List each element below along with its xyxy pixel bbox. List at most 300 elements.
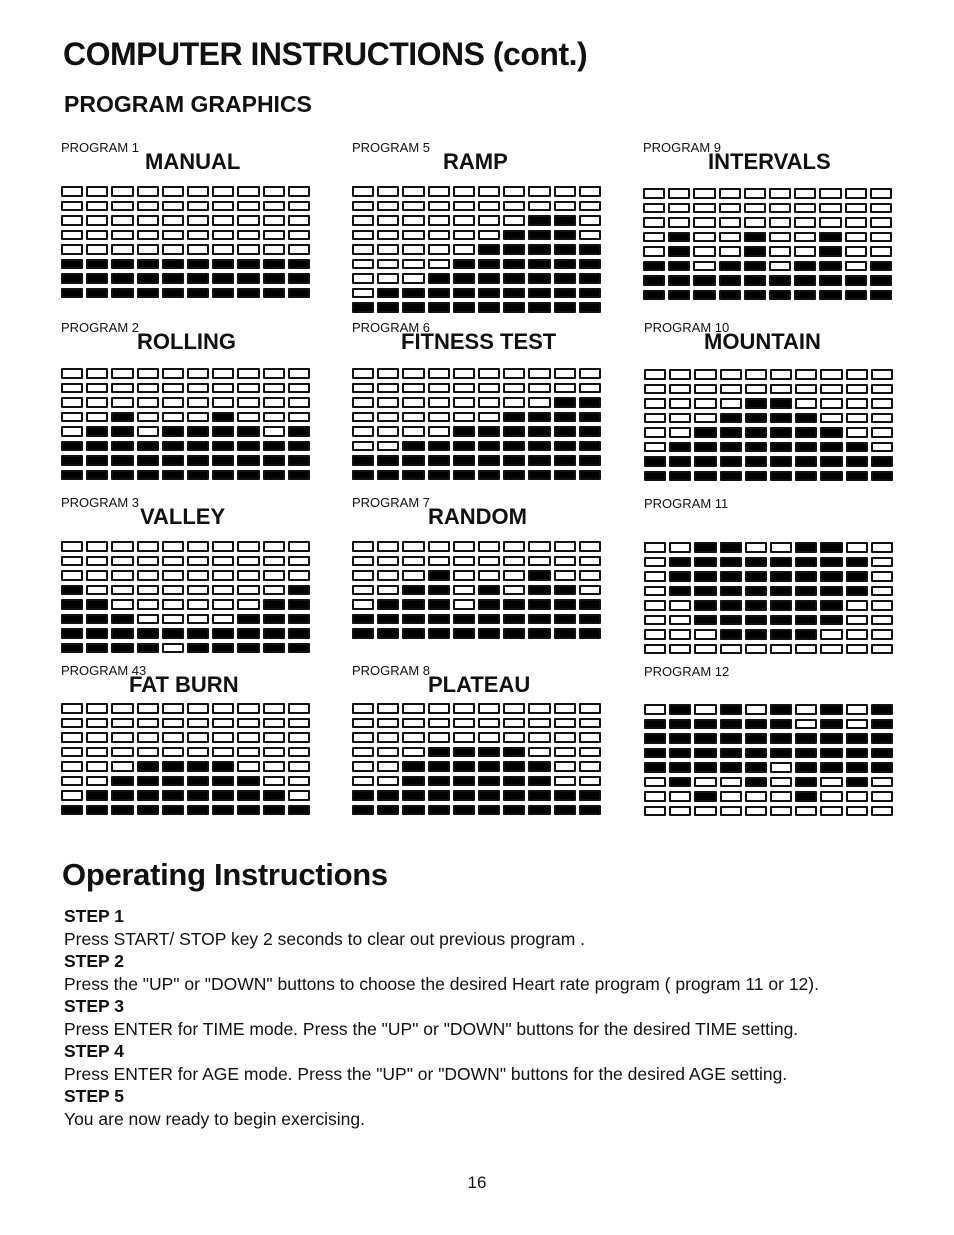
led-segment-off (352, 732, 374, 743)
led-segment-on (668, 290, 690, 301)
led-segment-off (870, 188, 892, 199)
led-segment-off (694, 629, 716, 640)
led-segment-off (428, 259, 450, 270)
led-segment-on (503, 302, 525, 313)
led-segment-on (187, 426, 209, 437)
led-segment-off (428, 244, 450, 255)
program-number: PROGRAM 2 (61, 320, 140, 335)
step-label: STEP 3 (64, 996, 124, 1016)
led-segment-on (554, 397, 576, 408)
led-segment-off (402, 556, 424, 567)
led-segment-off (769, 261, 791, 272)
led-segment-off (402, 230, 424, 241)
led-segment-off (478, 732, 500, 743)
led-segment-on (846, 456, 868, 467)
program-card (352, 495, 607, 655)
led-segment-off (669, 806, 691, 817)
led-segment-on (745, 629, 767, 640)
led-segment-off (846, 427, 868, 438)
led-segment-on (111, 614, 133, 625)
led-segment-off (579, 201, 601, 212)
led-segment-off (263, 570, 285, 581)
led-segment-off (61, 186, 83, 197)
led-segment-off (528, 541, 550, 552)
step-label: STEP 4 (64, 1041, 124, 1061)
led-segment-on (668, 246, 690, 257)
led-segment-off (478, 556, 500, 567)
led-segment-off (61, 215, 83, 226)
led-segment-on (478, 470, 500, 481)
led-segment-on (428, 614, 450, 625)
led-segment-on (820, 442, 842, 453)
led-segment-on (770, 413, 792, 424)
led-segment-on (554, 441, 576, 452)
led-segment-on (428, 747, 450, 758)
led-segment-off (263, 703, 285, 714)
led-segment-on (871, 471, 893, 482)
led-segment-on (503, 747, 525, 758)
led-segment-off (137, 585, 159, 596)
led-segment-off (528, 186, 550, 197)
led-segment-on (694, 719, 716, 730)
led-segment-off (111, 747, 133, 758)
led-segment-off (352, 412, 374, 423)
led-segment-on (579, 273, 601, 284)
led-segment-on (554, 455, 576, 466)
led-segment-on (402, 776, 424, 787)
led-segment-off (86, 761, 108, 772)
step-text: Press ENTER for TIME mode. Press the "UP" or "DOWN" buttons for the desired TIME setting. (64, 1018, 799, 1039)
led-segment-on (137, 273, 159, 284)
led-segment-off (503, 732, 525, 743)
led-segment-on (212, 273, 234, 284)
led-segment-off (428, 186, 450, 197)
led-segment-off (871, 600, 893, 611)
led-segment-off (162, 397, 184, 408)
led-segment-off (453, 585, 475, 596)
led-segment-off (820, 384, 842, 395)
program-card (643, 140, 898, 300)
led-segment-on (503, 412, 525, 423)
led-segment-on (554, 273, 576, 284)
led-segment-off (111, 368, 133, 379)
led-segment-on (528, 614, 550, 625)
led-segment-on (528, 215, 550, 226)
led-segment-on (770, 615, 792, 626)
led-segment-on (137, 761, 159, 772)
led-segment-off (554, 776, 576, 787)
led-segment-on (720, 719, 742, 730)
led-segment-off (554, 186, 576, 197)
led-segment-on (694, 600, 716, 611)
led-segment-off (871, 806, 893, 817)
led-segment-on (61, 585, 83, 596)
led-segment-off (377, 556, 399, 567)
led-segment-off (770, 542, 792, 553)
led-segment-off (453, 718, 475, 729)
led-segment-on (720, 748, 742, 759)
led-segment-off (820, 369, 842, 380)
led-segment-off (503, 397, 525, 408)
led-segment-off (478, 703, 500, 714)
led-segment-on (212, 805, 234, 816)
led-segment-on (503, 614, 525, 625)
led-segment-on (846, 442, 868, 453)
led-segment-off (720, 777, 742, 788)
led-segment-on (871, 456, 893, 467)
led-segment-off (86, 368, 108, 379)
program-grid (352, 368, 601, 480)
led-segment-on (579, 455, 601, 466)
led-segment-off (871, 615, 893, 626)
led-segment-off (402, 201, 424, 212)
led-segment-off (528, 201, 550, 212)
led-segment-on (503, 426, 525, 437)
led-segment-on (745, 600, 767, 611)
led-segment-off (794, 203, 816, 214)
led-segment-on (795, 762, 817, 773)
led-segment-off (187, 230, 209, 241)
led-segment-on (402, 470, 424, 481)
led-segment-off (352, 585, 374, 596)
led-segment-off (528, 397, 550, 408)
led-segment-on (579, 397, 601, 408)
led-segment-on (86, 643, 108, 654)
led-segment-on (794, 261, 816, 272)
led-segment-off (579, 718, 601, 729)
led-segment-off (846, 542, 868, 553)
led-segment-on (377, 288, 399, 299)
led-segment-off (870, 203, 892, 214)
led-segment-on (428, 585, 450, 596)
led-segment-off (263, 215, 285, 226)
led-segment-on (111, 470, 133, 481)
led-segment-off (86, 556, 108, 567)
led-segment-off (693, 261, 715, 272)
led-segment-off (377, 776, 399, 787)
led-segment-on (770, 571, 792, 582)
led-segment-on (61, 628, 83, 639)
led-segment-on (668, 261, 690, 272)
led-segment-on (745, 615, 767, 626)
led-segment-on (845, 275, 867, 286)
led-segment-on (402, 585, 424, 596)
led-segment-off (137, 747, 159, 758)
led-segment-on (237, 426, 259, 437)
led-segment-off (795, 384, 817, 395)
led-segment-on (111, 805, 133, 816)
led-segment-on (137, 805, 159, 816)
led-segment-on (453, 273, 475, 284)
led-segment-on (820, 704, 842, 715)
led-segment-off (377, 273, 399, 284)
led-segment-on (111, 643, 133, 654)
led-segment-on (61, 805, 83, 816)
led-segment-on (503, 628, 525, 639)
led-segment-on (720, 762, 742, 773)
led-segment-on (263, 470, 285, 481)
led-segment-off (187, 368, 209, 379)
led-segment-off (846, 806, 868, 817)
led-segment-on (187, 628, 209, 639)
led-segment-on (478, 244, 500, 255)
led-segment-off (644, 644, 666, 655)
led-segment-off (187, 186, 209, 197)
led-segment-on (528, 288, 550, 299)
led-segment-on (187, 288, 209, 299)
led-segment-on (820, 471, 842, 482)
led-segment-off (402, 732, 424, 743)
led-segment-on (377, 614, 399, 625)
led-segment-off (402, 215, 424, 226)
led-segment-off (86, 230, 108, 241)
led-segment-off (795, 398, 817, 409)
led-segment-off (453, 570, 475, 581)
led-segment-off (237, 570, 259, 581)
led-segment-on (111, 273, 133, 284)
led-segment-off (720, 644, 742, 655)
led-segment-on (428, 761, 450, 772)
led-segment-off (644, 427, 666, 438)
led-segment-off (377, 426, 399, 437)
led-segment-on (744, 246, 766, 257)
led-segment-on (61, 614, 83, 625)
led-segment-off (86, 244, 108, 255)
led-segment-off (428, 412, 450, 423)
led-segment-off (528, 732, 550, 743)
led-segment-off (61, 201, 83, 212)
led-segment-on (402, 599, 424, 610)
led-segment-on (871, 704, 893, 715)
led-segment-off (644, 704, 666, 715)
led-segment-on (770, 398, 792, 409)
led-segment-off (478, 718, 500, 729)
led-segment-off (288, 412, 310, 423)
led-segment-off (402, 259, 424, 270)
led-segment-on (745, 398, 767, 409)
led-segment-off (719, 246, 741, 257)
program-grid (61, 186, 310, 298)
led-segment-on (643, 290, 665, 301)
led-segment-off (871, 777, 893, 788)
led-segment-off (428, 718, 450, 729)
led-segment-off (263, 761, 285, 772)
led-segment-on (720, 557, 742, 568)
led-segment-on (528, 230, 550, 241)
led-segment-off (528, 703, 550, 714)
led-segment-on (720, 571, 742, 582)
led-segment-off (428, 397, 450, 408)
led-segment-off (352, 230, 374, 241)
led-segment-off (162, 368, 184, 379)
led-segment-on (554, 614, 576, 625)
led-segment-off (428, 426, 450, 437)
led-segment-off (402, 186, 424, 197)
led-segment-on (846, 586, 868, 597)
led-segment-on (453, 628, 475, 639)
led-segment-off (352, 244, 374, 255)
led-segment-off (137, 244, 159, 255)
led-segment-on (669, 733, 691, 744)
led-segment-on (187, 643, 209, 654)
led-segment-off (453, 397, 475, 408)
led-segment-on (579, 599, 601, 610)
led-segment-off (162, 383, 184, 394)
led-segment-off (453, 244, 475, 255)
led-segment-on (554, 259, 576, 270)
led-segment-on (402, 441, 424, 452)
led-segment-off (61, 368, 83, 379)
led-segment-off (820, 413, 842, 424)
led-segment-on (554, 585, 576, 596)
led-segment-off (693, 232, 715, 243)
led-segment-off (846, 629, 868, 640)
program-grid (644, 369, 893, 481)
led-segment-on (352, 614, 374, 625)
led-segment-on (820, 733, 842, 744)
led-segment-on (86, 599, 108, 610)
led-segment-off (187, 556, 209, 567)
led-segment-on (694, 456, 716, 467)
led-segment-off (187, 614, 209, 625)
led-segment-on (288, 441, 310, 452)
led-segment-off (137, 201, 159, 212)
led-segment-off (453, 412, 475, 423)
led-segment-on (453, 288, 475, 299)
led-segment-off (352, 541, 374, 552)
led-segment-off (187, 541, 209, 552)
led-segment-on (820, 557, 842, 568)
program-card (352, 320, 607, 480)
led-segment-off (212, 570, 234, 581)
led-segment-on (137, 628, 159, 639)
led-segment-on (719, 261, 741, 272)
led-segment-on (870, 290, 892, 301)
led-segment-on (579, 441, 601, 452)
led-segment-on (820, 748, 842, 759)
led-segment-off (528, 368, 550, 379)
led-segment-off (846, 398, 868, 409)
led-segment-on (846, 571, 868, 582)
led-segment-on (528, 470, 550, 481)
led-segment-on (61, 455, 83, 466)
led-segment-on (288, 259, 310, 270)
led-segment-on (503, 761, 525, 772)
led-segment-off (669, 384, 691, 395)
led-segment-off (288, 383, 310, 394)
led-segment-off (352, 761, 374, 772)
led-segment-on (745, 733, 767, 744)
led-segment-on (694, 427, 716, 438)
led-segment-on (453, 302, 475, 313)
led-segment-on (579, 259, 601, 270)
led-segment-off (352, 703, 374, 714)
led-segment-off (263, 368, 285, 379)
led-segment-off (187, 215, 209, 226)
led-segment-on (288, 599, 310, 610)
led-segment-off (263, 412, 285, 423)
led-segment-on (795, 615, 817, 626)
program-name: VALLEY (140, 504, 226, 529)
led-segment-on (644, 762, 666, 773)
led-segment-off (377, 747, 399, 758)
led-segment-on (263, 288, 285, 299)
led-segment-on (819, 261, 841, 272)
led-segment-off (263, 230, 285, 241)
led-segment-on (162, 628, 184, 639)
led-segment-on (428, 302, 450, 313)
led-segment-on (237, 441, 259, 452)
led-segment-off (61, 556, 83, 567)
led-segment-on (402, 790, 424, 801)
led-segment-off (795, 644, 817, 655)
led-segment-on (212, 455, 234, 466)
led-segment-on (745, 762, 767, 773)
led-segment-on (61, 441, 83, 452)
led-segment-off (453, 230, 475, 241)
led-segment-on (111, 412, 133, 423)
led-segment-off (237, 556, 259, 567)
led-segment-off (503, 556, 525, 567)
led-segment-off (428, 732, 450, 743)
led-segment-off (137, 383, 159, 394)
led-segment-on (579, 302, 601, 313)
led-segment-off (61, 541, 83, 552)
led-segment-off (769, 246, 791, 257)
program-card (644, 320, 899, 480)
led-segment-on (187, 273, 209, 284)
led-segment-off (820, 806, 842, 817)
led-segment-off (377, 397, 399, 408)
led-segment-on (503, 230, 525, 241)
led-segment-off (352, 186, 374, 197)
led-segment-off (263, 201, 285, 212)
led-segment-on (554, 244, 576, 255)
led-segment-on (669, 762, 691, 773)
led-segment-off (871, 557, 893, 568)
led-segment-off (554, 541, 576, 552)
led-segment-on (720, 413, 742, 424)
led-segment-off (263, 718, 285, 729)
led-segment-on (453, 805, 475, 816)
led-segment-on (693, 290, 715, 301)
led-segment-on (453, 441, 475, 452)
program-card (61, 663, 316, 823)
led-segment-off (693, 188, 715, 199)
led-segment-off (795, 369, 817, 380)
led-segment-on (478, 747, 500, 758)
led-segment-on (871, 719, 893, 730)
led-segment-on (478, 302, 500, 313)
led-segment-off (352, 273, 374, 284)
led-segment-off (870, 246, 892, 257)
led-segment-off (162, 599, 184, 610)
led-segment-on (744, 261, 766, 272)
led-segment-off (377, 383, 399, 394)
led-segment-off (478, 215, 500, 226)
led-segment-on (377, 599, 399, 610)
led-segment-off (86, 383, 108, 394)
led-segment-on (795, 748, 817, 759)
led-segment-off (111, 383, 133, 394)
led-segment-on (795, 777, 817, 788)
led-segment-off (554, 761, 576, 772)
led-segment-off (871, 413, 893, 424)
led-segment-off (237, 368, 259, 379)
section-subtitle: PROGRAM GRAPHICS (64, 91, 312, 117)
led-segment-on (745, 571, 767, 582)
led-segment-on (554, 790, 576, 801)
